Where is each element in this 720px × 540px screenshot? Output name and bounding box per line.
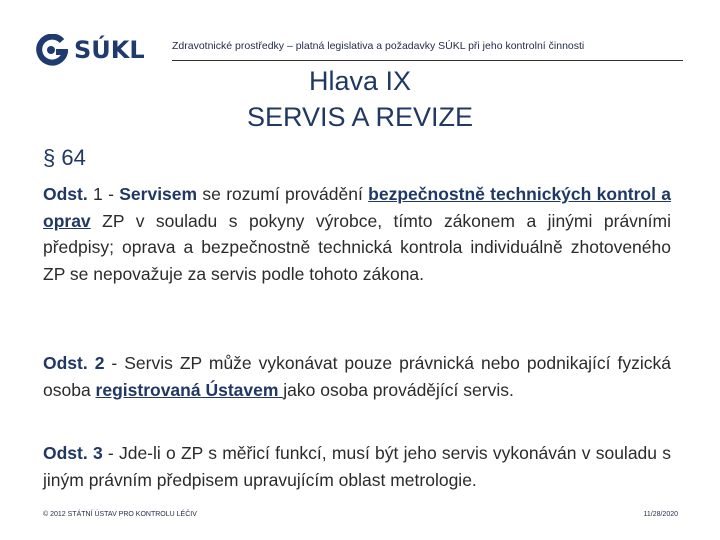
- header-divider: [172, 60, 683, 61]
- header-title: Zdravotnické prostředky – platná legislativa a požadavky SÚKL při jeho kontrolní činnosti: [172, 40, 585, 52]
- term-underlined: bezpečnostně technických kontrol a oprav: [43, 184, 672, 231]
- paragraph-1: [43, 181, 671, 287]
- paragraph-label: Odst. 3: [43, 443, 103, 463]
- text: ZP v souladu s pokyny výrobce, tímto zákonem a jinými právními předpisy; oprava a bezpečnostně technická kontrola individuálně zhotoveného ZP se nepovažuje za servis podle tohoto zákona.: [43, 210, 671, 284]
- text: - Jde-li o ZP s měřicí funkcí, musí být jeho servis vykonáván v souladu s jiným právním předpisem upravujícím oblast metrologie.: [43, 443, 671, 490]
- paragraph-3: [43, 440, 671, 493]
- section-number: § 64: [43, 145, 86, 170]
- footer-copyright: © 2012 STÁTNÍ ÚSTAV PRO KONTROLU LÉČIV: [43, 511, 197, 518]
- paragraph-label: Odst. 2: [43, 353, 105, 373]
- paragraph-number: 1 -: [87, 184, 120, 204]
- text: se rozumí provádění: [197, 184, 369, 204]
- logo-text: SÚKL: [74, 36, 145, 64]
- sukl-logo-icon: [36, 34, 68, 66]
- footer-date: 11/28/2020: [643, 511, 678, 518]
- term: Servisem: [119, 184, 198, 204]
- sukl-logo: [36, 34, 145, 66]
- paragraph-2: [43, 350, 671, 403]
- text: jako osoba provádějící servis.: [283, 379, 514, 400]
- paragraph-label: Odst.: [43, 184, 88, 204]
- text: - Servis ZP může vykonávat pouze právnická nebo podnikající fyzická osoba: [43, 353, 672, 400]
- slide-title: Hlava IX: [308, 66, 412, 96]
- slide-subtitle: SERVIS A REVIZE: [246, 102, 474, 132]
- term-underlined: registrovaná Ústavem: [95, 379, 284, 400]
